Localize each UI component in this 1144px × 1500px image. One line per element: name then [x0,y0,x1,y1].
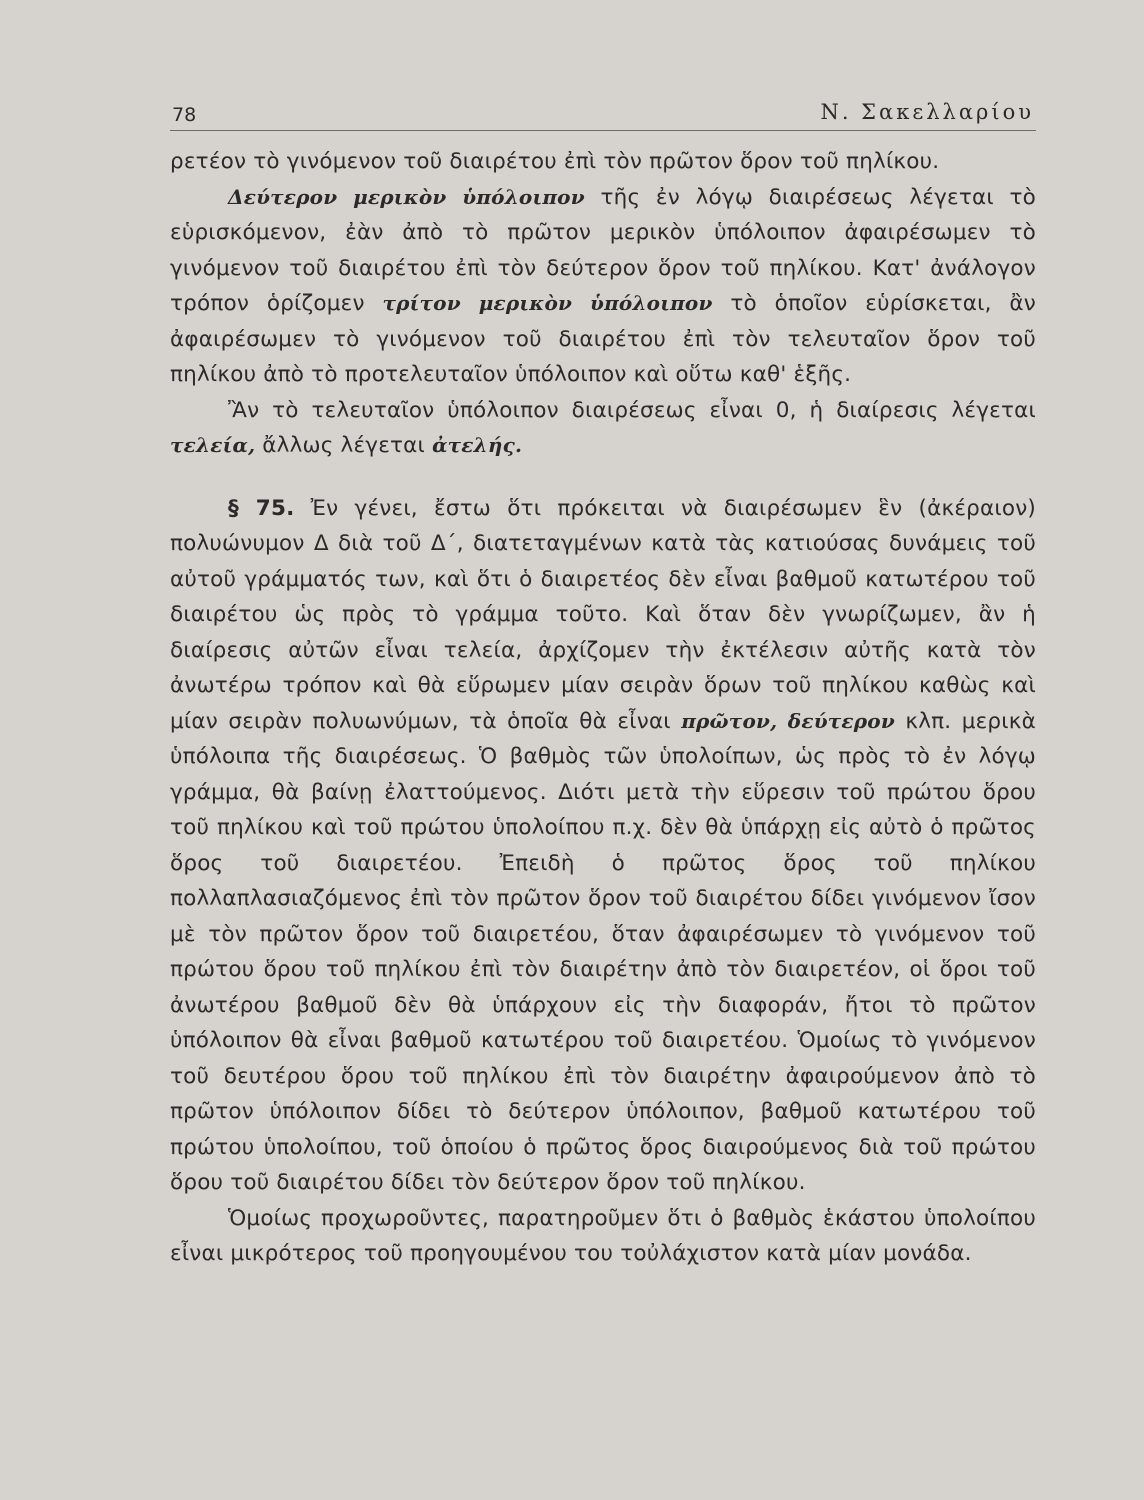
paragraph-2-text-a: τῆς ἐν λόγῳ διαιρέσεως λέγεται τὸ εὑρισκόμενον, ἐὰν ἀπὸ τὸ πρῶτον μερικὸν ὑπόλοιπον ἀφαιρέσωμεν τὸ γινόμενον τοῦ διαιρέτου ἐπὶ τὸν δεύτερον ὅρον τοῦ πηλίκου. Κατ' ἀνάλογον τρόπον ὁρίζομεν [170,184,1037,316]
paragraph-1-text: ρετέον τὸ γινόμενον τοῦ διαιρέτου ἐπὶ τὸν πρῶτον ὅρον τοῦ πηλίκου. [170,149,940,174]
page-header [170,100,1036,131]
paragraph-3 [170,393,1036,464]
paragraph-2 [170,180,1036,393]
paragraph-5-text: Ὁμοίως προχωροῦντες, παρατηροῦμεν ὅτι ὁ βαθμὸς ἑκάστου ὑπολοίπου εἶναι μικρότερος τοῦ προηγουμένου του τοὐλάχιστον κατὰ μίαν μονάδα. [170,1205,1036,1266]
term-second-partial-remainder: Δεύτερον μερικὸν ὑπόλοιπον [228,184,585,209]
paragraph-5 [170,1201,1036,1272]
paragraph-4-text-b: κλπ. μερικὰ ὑπόλοιπα τῆς διαιρέσεως. Ὁ βαθμὸς τῶν ὑπολοίπων, ὡς πρὸς τὸ ἐν λόγῳ γράμμα, θὰ βαίνῃ ἐλαττούμενος. Διότι μετὰ τὴν εὕρεσιν τοῦ πρώτου ὅρου τοῦ πηλίκου καὶ τοῦ πρώτου ὑπολοίπου π.χ. δὲν θὰ ὑπάρχῃ εἰς αὐτὸ ὁ πρῶτος ὅρος τοῦ διαιρετέου. Ἐπειδὴ ὁ πρῶτος ὅρος τοῦ πηλίκου πολλαπλασιαζόμενος ἐπὶ τὸν πρῶτον ὅρον τοῦ διαιρέτου δίδει γινόμενον ἴσον μὲ τὸν πρῶτον ὅρον τοῦ διαιρετέου, ὅταν ἀφαιρέσωμεν τὸ γινόμενον τοῦ πρώτου ὅρου τοῦ πηλίκου ἐπὶ τὸν διαιρέτην ἀπὸ τὸν διαιρετέον, οἱ ὅροι τοῦ ἀνωτέρου βαθμοῦ δὲν θὰ ὑπάρχουν εἰς τὴν διαφοράν, ἤτοι τὸ πρῶτον ὑπόλοιπον θὰ εἶναι βαθμοῦ κατωτέρου τοῦ διαιρετέου. Ὁμοίως τὸ γινόμενον τοῦ δευτέρου ὅρου τοῦ πηλίκου ἐπὶ τὸν διαιρέτην ἀφαιρούμενον ἀπὸ τὸ πρῶτον ὑπόλοιπον δίδει τὸ δεύτερον ὑπόλοιπον, βαθμοῦ κατωτέρου τοῦ πρώτου ὑπολοίπου, τοῦ ὁποίου ὁ πρῶτος ὅρος διαιρούμενος διὰ τοῦ πρώτου ὅρου τοῦ διαιρέτου δίδει τὸν δεύτερον ὅρον τοῦ πηλίκου. [170,708,1036,1195]
paragraph-2-text-b: τὸ ὁποῖον εὑρίσκεται, ἂν ἀφαιρέσωμεν τὸ γινόμενον τοῦ διαιρέτου ἐπὶ τὸν τελευταῖον ὅρον τοῦ πηλίκου ἀπὸ τὸ προτελευταῖον ὑπόλοιπον καὶ οὕτω καθ' ἑξῆς. [170,291,1036,387]
page-body [170,144,1036,1272]
term-third-partial-remainder: τρίτον μερικὸν ὑπόλοιπον [382,291,713,315]
term-first-second: πρῶτον, δεύτερον [681,708,895,733]
term-inexact: ἀτελής. [432,433,523,457]
paragraph-4 [170,491,1036,1201]
paragraph-4-text-a: Ἐν γένει, ἔστω ὅτι πρόκειται νὰ διαιρέσωμεν ἓν (ἀκέραιον) πολυώνυμον Δ διὰ τοῦ Δ΄, διατεταγμένων κατὰ τὰς κατιούσας δυνάμεις τοῦ αὐτοῦ γράμματός των, καὶ ὅτι ὁ διαιρετέος δὲν εἶναι βαθμοῦ κατωτέρου τοῦ διαιρέτου ὡς πρὸς τὸ γράμμα τοῦτο. Καὶ ὅταν δὲν γνωρίζωμεν, ἂν ἡ διαίρεσις αὐτῶν εἶναι τελεία, ἀρχίζομεν τὴν ἐκτέλεσιν αὐτῆς κατὰ τὸν ἀνωτέρω τρόπον καὶ θὰ εὕρωμεν μίαν σειρὰν ὅρων τοῦ πηλίκου καθὼς καὶ μίαν σειρὰν πολυωνύμων, τὰ ὁποῖα θὰ εἶναι [170,495,1036,734]
paragraph-1 [170,144,1036,180]
term-exact: τελεία, [170,433,256,457]
paragraph-3-text-b: ἄλλως λέγεται [255,433,433,458]
paragraph-3-text-a: Ἂν τὸ τελευταῖον ὑπόλοιπον διαιρέσεως εἶναι 0, ἡ διαίρεσις λέγεται [228,397,1036,423]
running-head: Ν. Σακελλαρίου [820,100,1034,124]
page-number: 78 [172,104,197,126]
section-number: § 75. [228,495,295,521]
